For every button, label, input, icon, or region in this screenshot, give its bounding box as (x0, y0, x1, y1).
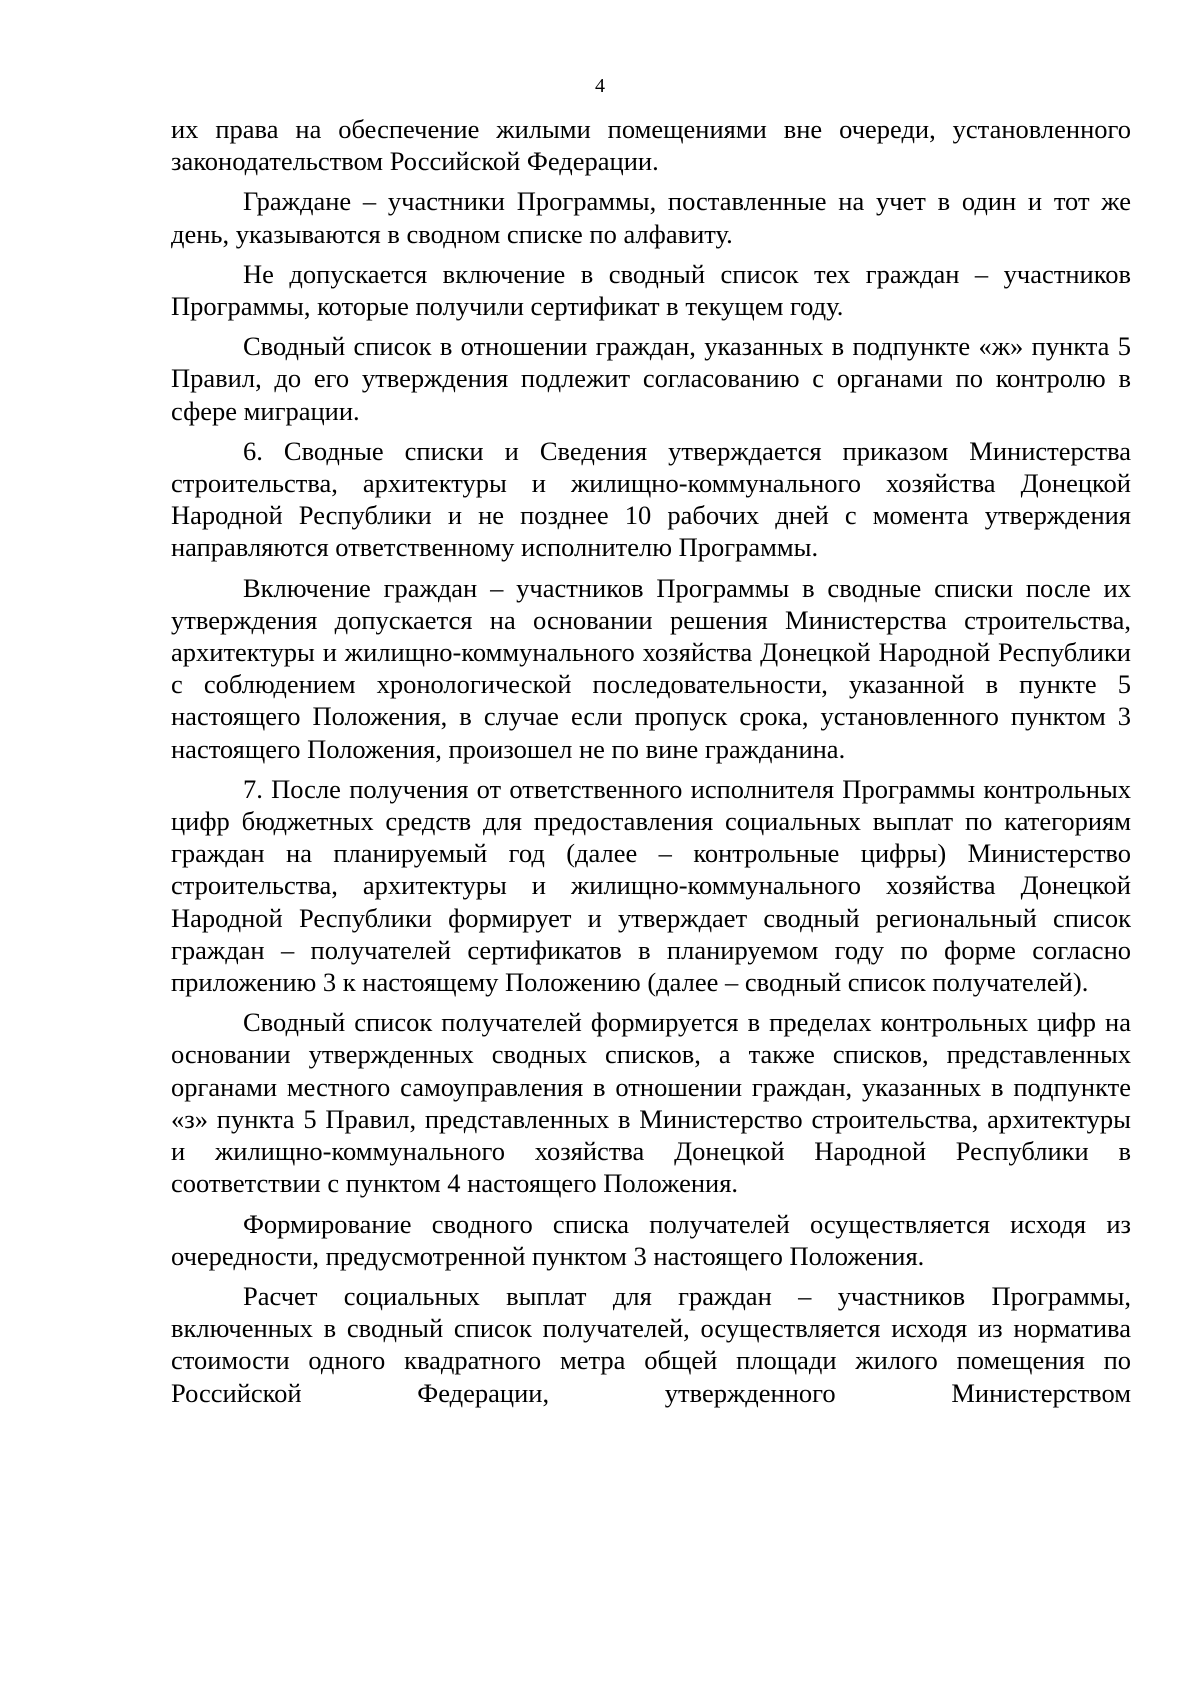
paragraph-item-7: 7. После получения от ответственного исполнителя Программы контрольных цифр бюджетных средств для предоставления социальных выплат по категориям граждан на планируемый год (далее – контрольные цифры) Министерство строительства, архитектуры и жилищно-коммунального хозяйства Донецкой Народной Республики формирует и утверждает сводный региональный список граждан – получателей сертификатов в планируемом году по форме согласно приложению 3 к настоящему Положению (далее – сводный список получателей). (171, 773, 1131, 998)
paragraph-continuation: их права на обеспечение жилыми помещениями вне очереди, установленного законодательством Российской Федерации. (171, 114, 1131, 177)
paragraph-migration-approval: Сводный список в отношении граждан, указанных в подпункте «ж» пункта 5 Правил, до его утверждения подлежит согласованию с органами по контролю в сфере миграции. (171, 331, 1131, 426)
paragraph-list-formation: Формирование сводного списка получателей осуществляется исходя из очередности, предусмотренной пунктом 3 настоящего Положения. (171, 1208, 1131, 1271)
page-number: 4 (595, 75, 605, 97)
paragraph-recipients-list: Сводный список получателей формируется в пределах контрольных цифр на основании утвержденных сводных списков, а также списков, представленных органами местного самоуправления в отношении граждан, указанных в подпункте «з» пункта 5 Правил, представленных в Министерство строительства, архитектуры и жилищно-коммунального хозяйства Донецкой Народной Республики в соответствии с пунктом 4 настоящего Положения. (171, 1007, 1131, 1199)
paragraph-payment-calculation: Расчет социальных выплат для граждан – участников Программы, включенных в сводный список получателей, осуществляется исходя из норматива стоимости одного квадратного метра общей площади жилого помещения по Российской Федерации, утвержденного Министерством (171, 1280, 1131, 1408)
paragraph-alphabetical-order: Граждане – участники Программы, поставленные на учет в один и тот же день, указываются в сводном списке по алфавиту. (171, 186, 1131, 249)
paragraph-item-6: 6. Сводные списки и Сведения утверждается приказом Министерства строительства, архитектуры и жилищно-коммунального хозяйства Донецкой Народной Республики и не позднее 10 рабочих дней с момента утверждения направляются ответственному исполнителю Программы. (171, 435, 1131, 563)
paragraph-inclusion-after-approval: Включение граждан – участников Программы в сводные списки после их утверждения допускается на основании решения Министерства строительства, архитектуры и жилищно-коммунального хозяйства Донецкой Народной Республики с соблюдением хронологической последовательности, указанной в пункте 5 настоящего Положения, в случае если пропуск срока, установленного пунктом 3 настоящего Положения, произошел не по вине гражданина. (171, 572, 1131, 764)
document-body (171, 113, 1131, 1417)
paragraph-exclusion-rule: Не допускается включение в сводный список тех граждан – участников Программы, которые получили сертификат в текущем году. (171, 258, 1131, 322)
